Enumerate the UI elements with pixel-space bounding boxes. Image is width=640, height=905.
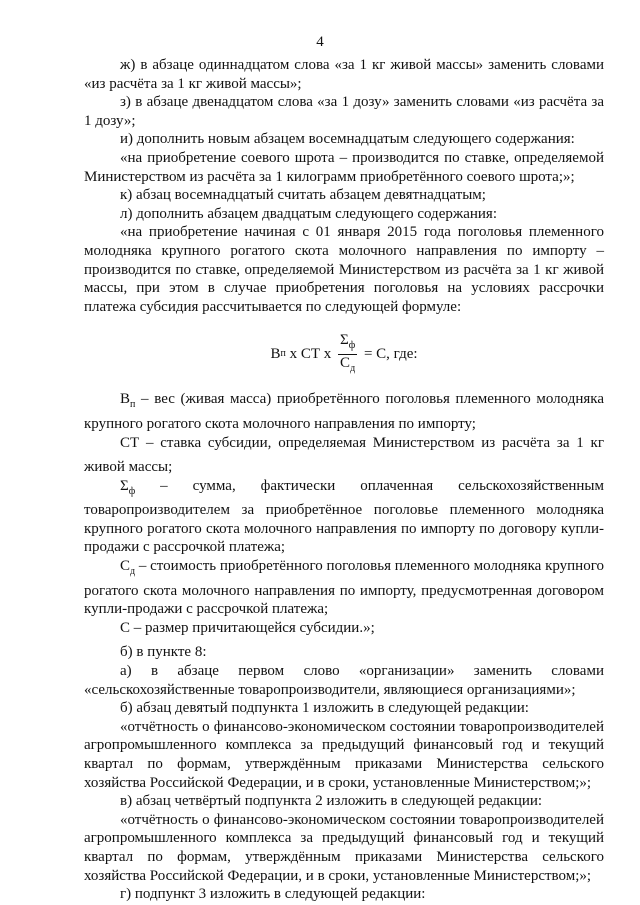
paragraph: «отчётность о финансово-экономическом состоянии товаропроизводителей агропромышленного комплекса за предыдущий финансовый год и текущий квартал по формам, утверждённым приказами Министерства сельского хозяйства Российской Федерации, и в сроки, установленные Министерством;»;	[84, 811, 604, 884]
formula-numerator: $\Sigma_ф$	[338, 332, 357, 355]
paragraph: «отчётность о финансово-экономическом состоянии товаропроизводителей агропромышленного комплекса за предыдущий финансовый год и текущий квартал по формам, утверждённым приказами Министерства сельского хозяйства Российской Федерации, и в сроки, установленные Министерством;»;	[84, 718, 604, 791]
definition: СТ – ставка субсидии, определяемая Министерством из расчёта за 1 кг живой массы;	[84, 434, 604, 476]
paragraph: ж) в абзаце одиннадцатом слова «за 1 кг живой массы» заменить словами «из расчёта за 1 кг живой массы»;	[84, 57, 604, 92]
paragraph: в) абзац четвёртый подпункта 2 изложить в следующей редакции:	[120, 793, 543, 810]
paragraph: б) в пункте 8:	[120, 644, 207, 661]
page-number: 4	[316, 34, 324, 50]
definition: $В_п$ – вес (живая масса) приобретённого поголовья племенного молодняка крупного рогатого скота молочного направления по импорту;	[84, 391, 604, 432]
paragraph: и) дополнить новым абзацем восемнадцатым следующего содержания:	[120, 131, 575, 148]
paragraph: а) в абзаце первом слово «организации» заменить словами «сельскохозяйственные товаропроизводители, являющиеся организациями»;	[84, 663, 604, 698]
document-body	[84, 56, 604, 904]
paragraph: г) подпункт 3 изложить в следующей редакции:	[120, 886, 426, 903]
formula-fraction	[338, 332, 357, 377]
paragraph: «на приобретение соевого шрота – производится по ставке, определяемой Министерством из расчёта за 1 килограмм приобретённого соевого шрота;»;	[84, 149, 604, 185]
paragraph: л) дополнить абзацем двадцатым следующего содержания:	[120, 205, 497, 222]
definition: С – размер причитающейся субсидии.»;	[120, 619, 375, 636]
formula-result: = С, где:	[360, 346, 418, 363]
paragraph: б) абзац девятый подпункта 1 изложить в следующей редакции:	[120, 700, 529, 717]
formula-b: В	[270, 346, 281, 363]
formula-times: х СТ х	[285, 346, 335, 363]
definition: $С_д$ – стоимость приобретённого поголовья племенного молодняка крупного рогатого скота молочного направления по импорту, предусмотренная договором купли-продажи с рассрочкой платежа;	[84, 558, 604, 618]
formula-b-sub: п	[280, 348, 286, 360]
paragraph: «на приобретение начиная с 01 января 2015 года поголовья племенного молодняка крупного рогатого скота молочного направления по импорту – производится по ставке, определяемой Министерством из расчёта за 1 кг живой массы, при этом в случае приобретения поголовья на условиях рассрочки платежа субсидия рассчитывается по следующей формуле:	[84, 224, 604, 315]
paragraph: к) абзац восемнадцатый считать абзацем девятнадцатым;	[120, 187, 486, 204]
definition: $\Sigma_ф$ – сумма, фактически оплаченная сельскохозяйственным товаропроизводителем за приобретённое поголовье племенного молодняка крупного рогатого скота молочного направления по импорту по договору купли-продажи с рассрочкой платежа;	[84, 477, 604, 556]
paragraph: з) в абзаце двенадцатом слова «за 1 дозу» заменить словами «из расчёта за 1 дозу»;	[84, 94, 604, 129]
formula-denominator: $С_д$	[340, 354, 356, 374]
subsidy-formula	[84, 318, 604, 390]
